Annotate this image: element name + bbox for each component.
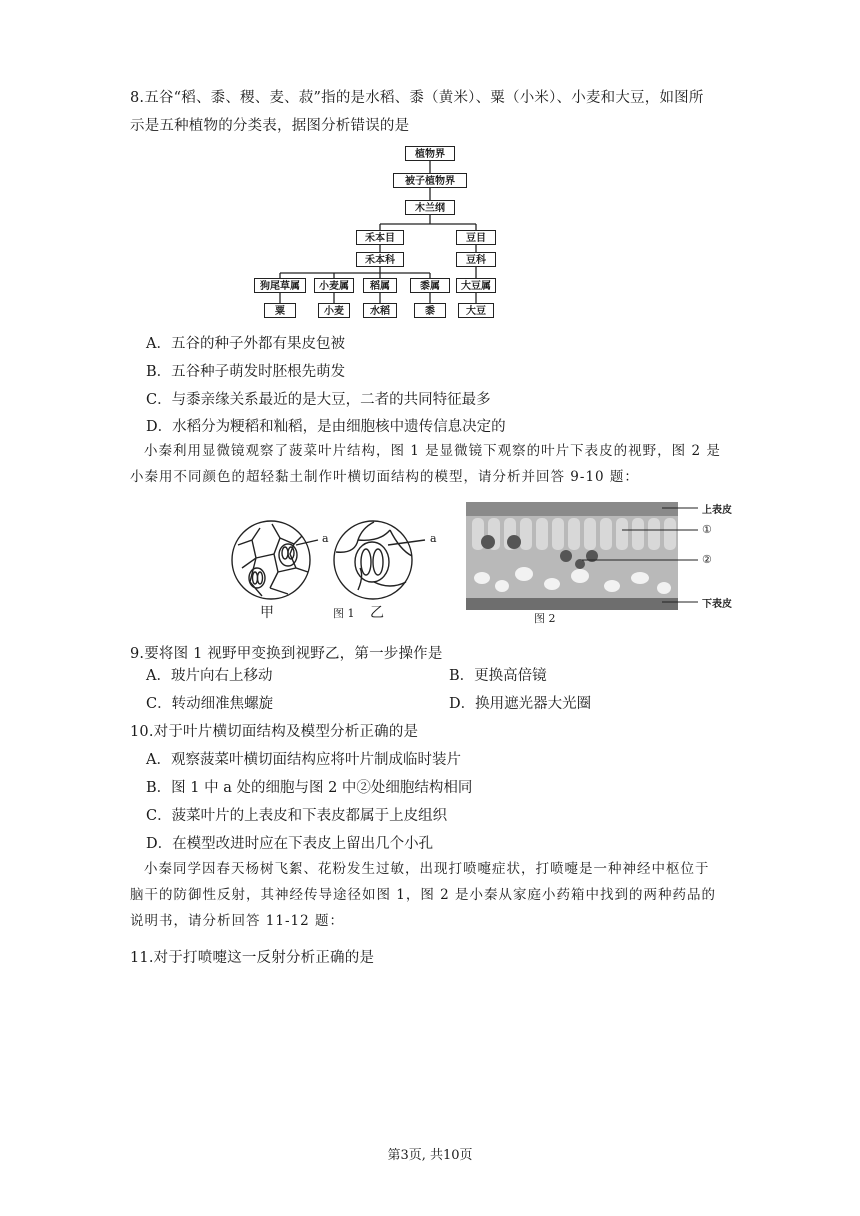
q9-option-d: D．换用遮光器大光圈 [449,696,592,712]
fig2-label-upper-epidermis: 上表皮 [702,505,732,516]
passage2-line2: 脑干的防御性反射，其神经传导途径如图 1，图 2 是小秦从家庭小药箱中找到的两种药品的 [130,887,717,903]
node-genus-rice: 稻属 [363,278,397,293]
passage1-line1: 小秦利用显微镜观察了菠菜叶片结构，图 1 是显微镜下观察的叶片下表皮的视野，图 2 是 [144,443,721,459]
node-family-right: 豆科 [456,252,496,267]
q10-option-b: B．图 1 中 a 处的细胞与图 2 中②处细胞结构相同 [146,780,473,796]
fig1-caption: 图 1 [333,607,355,620]
q8-stem-line2: 示是五种植物的分类表，据图分析错误的是 [130,118,410,134]
q8-option-c: C．与黍亲缘关系最近的是大豆，二者的共同特征最多 [146,392,491,408]
q9-option-b: B．更换高倍镜 [449,668,547,684]
node-species-wheat: 小麦 [318,303,350,318]
q10-stem: 10.对于叶片横切面结构及模型分析正确的是 [130,724,419,740]
node-genus-soybean: 大豆属 [456,278,496,293]
fig1-label-a-right: a [430,532,437,545]
figure-2-leaf-model [462,498,752,628]
node-genus-setaria: 狗尾草属 [254,278,306,293]
node-genus-wheat: 小麦属 [314,278,354,293]
passage1-line2: 小秦用不同颜色的超轻黏土制作叶横切面结构的模型，请分析并回答 9-10 题： [130,469,639,485]
node-species-soybean: 大豆 [458,303,494,318]
node-order-left: 禾本目 [356,230,404,245]
passage2-line1: 小秦同学因春天杨树飞絮、花粉发生过敏，出现打喷嚏症状，打喷嚏是一种神经中枢位于 [144,861,710,877]
passage-microscope [130,438,740,490]
fig2-caption: 图 2 [534,612,556,625]
passage-sneeze [130,856,740,934]
fig2-label-1: ① [702,523,712,536]
q11-stem: 11.对于打喷嚏这一反射分析正确的是 [130,950,375,966]
q8-stem-line1: 8.五谷“稻、黍、稷、麦、菽”指的是水稻、黍（黄米）、粟（小米）、小麦和大豆，如图所 [130,90,704,106]
q9-option-c: C．转动细准焦螺旋 [146,696,274,712]
tree-connectors [250,140,610,325]
q10-option-d: D．在模型改进时应在下表皮上留出几个小孔 [146,836,434,852]
fig2-label-2: ② [702,553,712,566]
q8-option-b: B．五谷种子萌发时胚根先萌发 [146,364,346,380]
q8-option-d: D．水稻分为粳稻和籼稻，是由细胞核中遗传信息决定的 [146,419,506,435]
node-genus-millet: 黍属 [410,278,450,293]
node-family-left: 禾本科 [356,252,404,267]
node-order-right: 豆目 [456,230,496,245]
classification-tree [250,140,610,325]
q10-option-c: C．菠菜叶片的上表皮和下表皮都属于上皮组织 [146,808,448,824]
node-species-su: 粟 [264,303,296,318]
fig1-label-yi: 乙 [370,605,384,621]
fig2-label-lower-epidermis: 下表皮 [702,599,732,610]
q9-stem: 9.要将图 1 视野甲变换到视野乙，第一步操作是 [130,646,443,662]
q8-option-a: A．五谷的种子外都有果皮包被 [146,336,345,352]
node-kingdom: 植物界 [405,146,455,161]
fig1-label-jia: 甲 [260,605,274,621]
q10-option-a: A．观察菠菜叶横切面结构应将叶片制成临时装片 [146,752,461,768]
page-footer: 第3页, 共10页 [387,1148,473,1163]
fig1-label-a-left: a [322,532,329,545]
passage2-line3: 说明书，请分析回答 11-12 题： [130,913,345,929]
q9-option-a: A．玻片向右上移动 [146,668,273,684]
figure-1-microscope-views [230,510,460,625]
node-species-millet: 黍 [414,303,446,318]
node-class: 木兰纲 [405,200,455,215]
node-species-rice: 水稻 [363,303,397,318]
node-phylum: 被子植物界 [393,173,467,188]
